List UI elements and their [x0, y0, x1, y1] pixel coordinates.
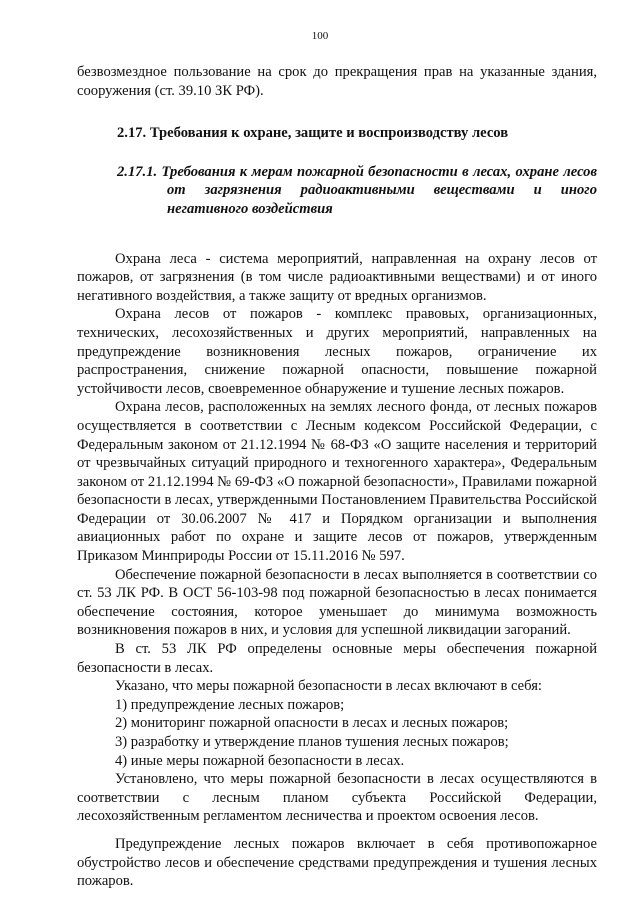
body-paragraph: В ст. 53 ЛК РФ определены основные меры обеспечения пожарной безопасности в лесах.	[77, 641, 597, 676]
list-item: 2) мониторинг пожарной опасности в лесах и лесных пожаров;	[115, 715, 509, 732]
list-item: 4) иные меры пожарной безопасности в лесах.	[115, 752, 405, 769]
list-item: 3) разработку и утверждение планов тушения лесных пожаров;	[115, 734, 509, 750]
body-paragraph: Установлено, что меры пожарной безопасности в лесах осуществляются в соответствии с лесным планом субъекта Российской Федерации, лесохозяйственным регламентом лесничества и проектом освоения лесов.	[77, 771, 597, 825]
body-paragraph: Предупреждение лесных пожаров включает в себя противопожарное обустройство лесов и обеспечение средствами предупреждения и тушения лесных пожаров.	[77, 835, 597, 890]
page-content	[77, 63, 597, 891]
list-item: 1) предупреждение лесных пожаров;	[115, 696, 345, 713]
section-heading: 2.17. Требования к охране, защите и воспроизводству лесов	[117, 125, 509, 142]
body-paragraph: Обеспечение пожарной безопасности в лесах выполняется в соответствии со ст. 53 ЛК РФ. В ОСТ 56-103-98 под пожарной безопасностью в лесах понимается обеспечение состояния, которое уменьшает до минимума возможность возникновения пожаров в них, и условия для успешной ликвидации загораний.	[77, 566, 597, 639]
page-number: 100	[311, 30, 329, 42]
body-paragraph: Охрана лесов от пожаров - комплекс правовых, организационных, технических, лесохозяйственных и других мероприятий, направленных на предупреждение возникновения лесных пожаров, ограничение их распространения, снижение пожарной опасности, повышение пожарной устойчивости лесов, своевременное обнаружение и тушение лесных пожаров.	[77, 306, 597, 397]
body-paragraph: Указано, что меры пожарной безопасности в лесах включают в себя:	[115, 678, 542, 695]
body-paragraph: Охрана леса - система мероприятий, направленная на охрану лесов от пожаров, от загрязнения (в том числе радиоактивными веществами) и от иного негативного воздействия, а также защиту от вредных организмов.	[77, 250, 597, 304]
subsection-heading: 2.17.1. Требования к мерам пожарной безопасности в лесах, охране лесов от загрязнения радиоактивными веществами и иного негативного воздействия	[117, 163, 597, 217]
body-paragraph: Охрана лесов, расположенных на землях лесного фонда, от лесных пожаров осуществляется в соответствии с Лесным кодексом Российской Федерации, с Федеральным законом от 21.12.1994 № 68-ФЗ «О защите населения и территорий от чрезвычайных ситуаций природного и техногенного характера», Федеральным законом от 21.12.1994 № 69-ФЗ «О пожарной безопасности», Правилами пожарной безопасности в лесах, утвержденными Постановлением Правительства Российской Федерации от 30.06.2007 № 417 и Порядком организации и выполнения авиационных работ по охране и защите лесов от пожаров, утвержденным Приказом Минприроды России от 15.11.2016 № 597.	[77, 399, 597, 565]
continuation-paragraph: безвозмездное пользование на срок до прекращения прав на указанные здания, сооружения (ст. 39.10 ЗК РФ).	[77, 64, 597, 99]
